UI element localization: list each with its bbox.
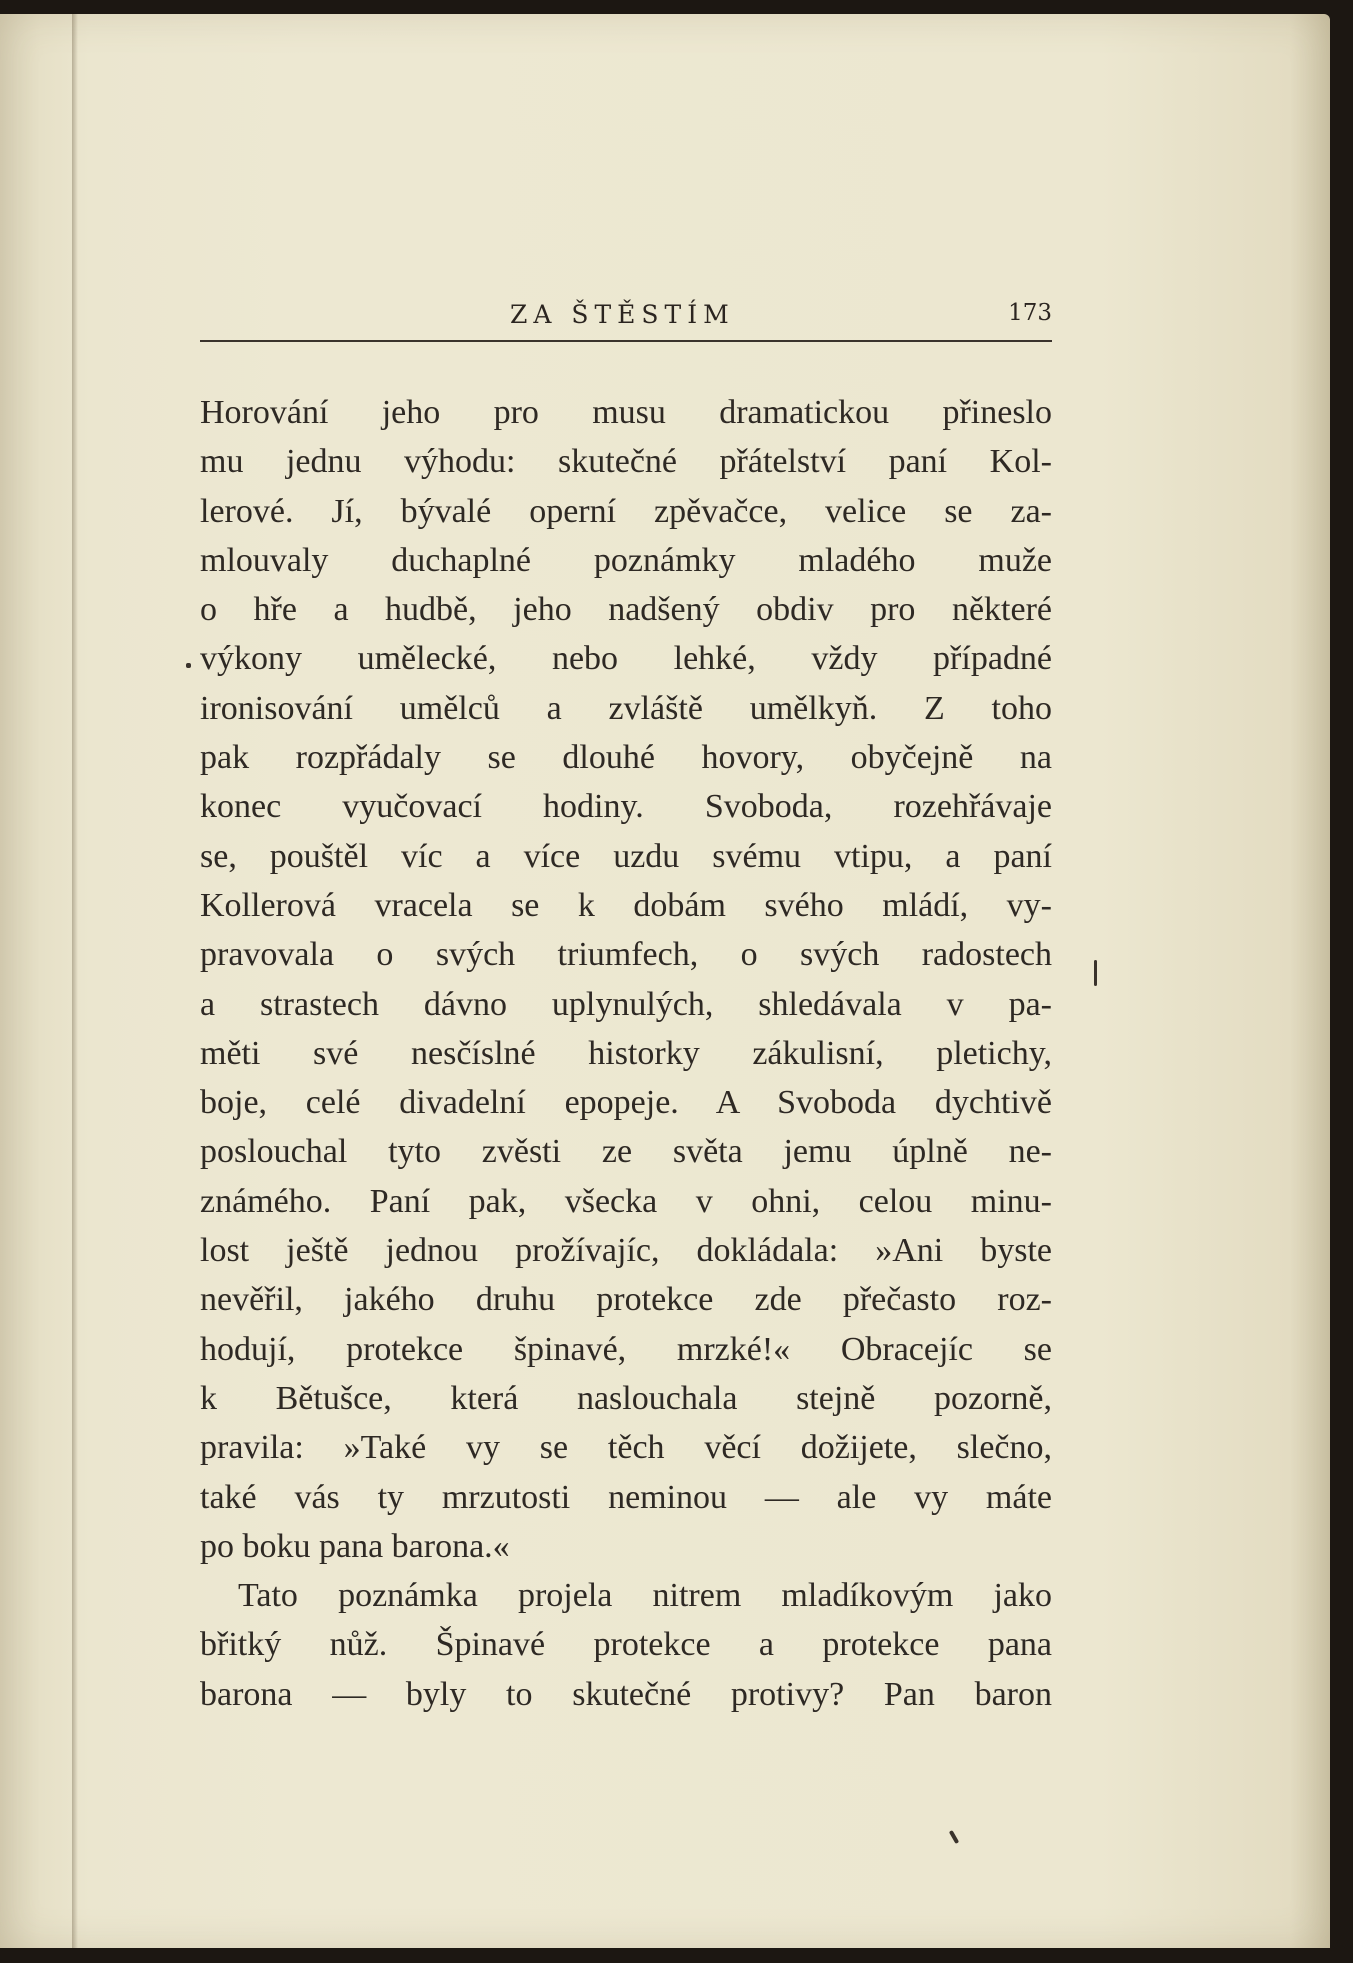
text-line: měti své nesčíslné historky zákulisní, pletichy, [200,1034,1052,1072]
ink-speck [1094,960,1097,986]
text-line: nevěřil, jakého druhu protekce zde přečasto roz- [200,1281,1052,1319]
running-header [200,300,1052,340]
paragraph [200,1571,1052,1719]
text-line: mu jednu výhodu: skutečné přátelství paní Kol- [200,443,1052,481]
text-line: lerové. Jí, bývalé operní zpěvačce, velice se za- [200,492,1052,530]
text-line: k Bětušce, která naslouchala stejně pozorně, [200,1379,1052,1417]
text-line: ironisování umělců a zvláště umělkyň. Z toho [200,689,1052,727]
binding-gutter [72,14,78,1948]
text-line: lost ještě jednou prožívajíc, dokládala: »Ani byste [200,1232,1052,1270]
text-line: o hře a hudbě, jeho nadšený obdiv pro některé [200,591,1052,629]
page-number: 173 [1008,300,1052,326]
text-line: konec vyučovací hodiny. Svoboda, rozehřávaje [200,788,1052,826]
text-line: poslouchal tyto zvěsti ze světa jemu úplně ne- [200,1133,1052,1171]
body-text [200,388,1052,1719]
text-line: po boku pana barona.« [200,1527,510,1565]
text-line: výkony umělecké, nebo lehké, vždy případné [200,640,1052,678]
text-line: známého. Paní pak, všecka v ohni, celou minu- [200,1182,1052,1220]
header-rule [200,340,1052,342]
text-line: se, pouštěl víc a více uzdu svému vtipu, a paní [200,837,1052,875]
text-line: také vás ty mrzutosti neminou — ale vy máte [200,1478,1052,1516]
text-line: Kollerová vracela se k dobám svého mládí, vy- [200,886,1052,924]
text-line: pravovala o svých triumfech, o svých radostech [200,936,1052,974]
text-line: Horování jeho pro musu dramatickou přineslo [200,394,1052,431]
text-line: pravila: »Také vy se těch věcí dožijete, slečno, [200,1429,1052,1467]
text-line: břitký nůž. Špinavé protekce a protekce pana [200,1626,1052,1664]
paragraph [200,388,1052,1571]
text-line: a strastech dávno uplynulých, shledávala v pa- [200,985,1052,1023]
text-line: pak rozpřádaly se dlouhé hovory, obyčejně na [200,739,1052,777]
ink-speck [186,663,191,668]
text-line: Tato poznámka projela nitrem mladíkovým jako [238,1577,1052,1615]
running-title: ZA ŠTĚSTÍM [510,300,735,329]
text-line: hodují, protekce špinavé, mrzké!« Obracejíc se [200,1330,1052,1368]
text-line: mlouvaly duchaplné poznámky mladého muže [200,541,1052,579]
text-line: boje, celé divadelní epopeje. A Svoboda dychtivě [200,1084,1052,1122]
text-line: barona — byly to skutečné protivy? Pan baron [200,1675,1052,1713]
